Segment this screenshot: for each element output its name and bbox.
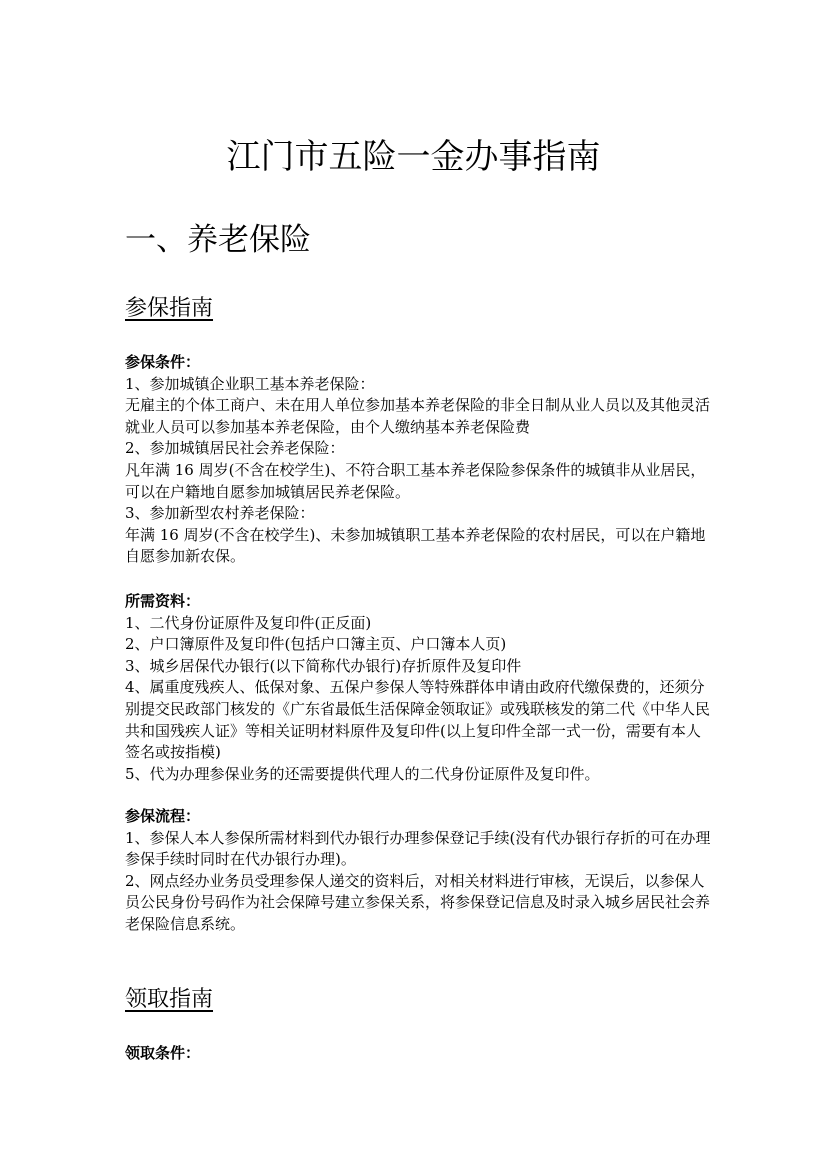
required-materials-block [125, 591, 715, 785]
subsection-heading-enrollment-guide: 参保指南 [125, 296, 214, 321]
paragraph: 无雇主的个体工商户、未在用人单位参加基本养老保险的非全日制从业人员以及其他灵活就业人员可以参加基本养老保险，由个人缴纳基本养老保险费 [125, 396, 711, 436]
document-title: 江门市五险一金办事指南 [226, 137, 601, 177]
enrollment-conditions-label: 参保条件： [125, 353, 201, 371]
paragraph: 5、代为办理参保业务的还需要提供代理人的二代身份证原件及复印件。 [125, 764, 600, 783]
paragraph: 3、参加新型农村养老保险： [125, 504, 315, 523]
enrollment-process-block [125, 806, 715, 936]
enrollment-conditions-block [125, 352, 715, 568]
paragraph: 2、户口簿原件及复印件(包括户口簿主页、户口簿本人页) [125, 635, 507, 654]
paragraph: 2、参加城镇居民社会养老保险： [125, 439, 345, 458]
paragraph: 1、参加城镇企业职工基本养老保险： [125, 374, 375, 393]
paragraph: 4、属重度残疾人、低保对象、五保户参保人等特殊群体申请由政府代缴保费的，还须分别提交民政部门核发的《广东省最低生活保障金领取证》或残联核发的第二代《中华人民共和国残疾人证》等相关证明材料原件及复印件(以上复印件全部一式一份，需要有本人签名或按指模) [125, 678, 711, 762]
section-heading-pension: 一、养老保险 [125, 222, 311, 258]
paragraph: 年满 16 周岁(不含在校学生)、未参加城镇职工基本养老保险的农村居民，可以在户籍地自愿参加新农保。 [125, 525, 706, 566]
paragraph: 1、参保人本人参保所需材料到代办银行办理参保登记手续(没有代办银行存折的可在办理参保手续时同时在代办银行办理)。 [125, 828, 711, 869]
paragraph: 凡年满 16 周岁(不含在校学生)、不符合职工基本养老保险参保条件的城镇非从业居民，可以在户籍地自愿参加城镇居民养老保险。 [125, 460, 706, 501]
paragraph: 2、网点经办业务员受理参保人递交的资料后，对相关材料进行审核，无误后，以参保人员公民身份号码作为社会保障号建立参保关系，将参保登记信息及时录入城乡居民社会养老保险信息系统。 [125, 871, 711, 933]
required-materials-label: 所需资料： [125, 592, 201, 610]
claim-conditions-block [125, 1043, 715, 1065]
enrollment-process-label: 参保流程： [125, 807, 201, 825]
paragraph: 3、城乡居保代办银行(以下简称代办银行)存折原件及复印件 [125, 656, 522, 675]
claim-conditions-label: 领取条件： [125, 1044, 201, 1062]
paragraph: 1、二代身份证原件及复印件(正反面) [125, 613, 372, 632]
subsection-heading-claim-guide: 领取指南 [125, 987, 214, 1012]
